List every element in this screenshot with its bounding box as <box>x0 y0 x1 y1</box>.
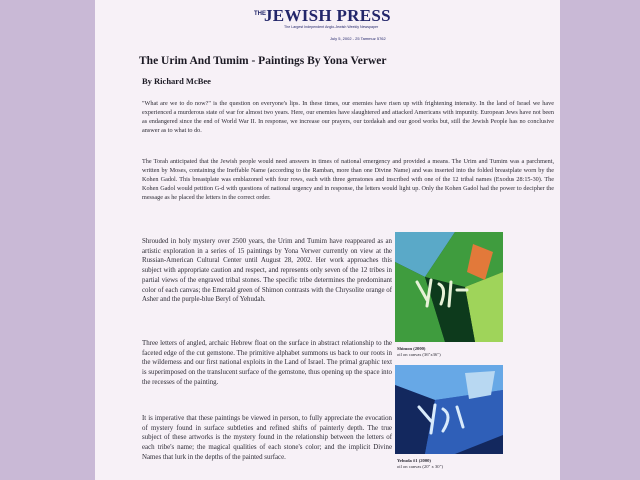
newspaper-page <box>95 0 560 480</box>
article-paragraph: Shrouded in holy mystery over 2500 years, the Urim and Tumim have reappeared as an artistic exploration in a series of 15 paintings by Yona Verwer currently on view at the Russian-American Cultural Center until August 28, 2002. Her work approaches this subject with appropriate caution and respect, and represents only seven of the 12 tribes in partial views of the engraved tribal stones. The specific tribe determines the predominant color of each canvas; the Emerald green of Shimon contrasts with the Chrysolite orange of Asher and the purple-blue Beryl of Yehudah. <box>142 238 392 304</box>
painting-caption-detail: oil on canvas (20" x 30") <box>397 463 443 469</box>
painting-yehuda-image <box>395 365 503 454</box>
painting-caption-detail: oil on canvas (36"x36") <box>397 351 441 357</box>
masthead <box>230 6 460 41</box>
painting-caption <box>397 458 443 470</box>
article-paragraph: The Torah anticipated that the Jewish people would need answers in times of national emergency and provided a means. The Urim and Tumim was a parchment, written by Moses, containing the Ineffable Name (according to the Ramban, more than one Divine Name) and was inserted into the folded breastplate worn by the Kohen Gadol. This breastplate was emblazoned with four rows, each with three gemstones and inscribed with one of the 12 tribal names (Exodus 28:15-30). The Kohen Gadol would petition G-d with questions of national urgency and in response, the letters would light up. Only the Kohen Gadol had the power to decipher the message as he placed the letters in the correct order. <box>142 158 554 201</box>
article-title: The Urim And Tumim - Paintings By Yona Verwer <box>139 55 387 67</box>
article-byline: By Richard McBee <box>142 76 211 86</box>
masthead-the: THE <box>254 11 266 17</box>
painting-caption <box>397 346 441 358</box>
article-paragraph: Three letters of angled, archaic Hebrew float on the surface in abstract relationship to the faceted edge of the cut gemstone. The primitive alphabet summons us back to our roots in the wilderness and our first national exploits in the Land of Israel. The primal graphic text is superimposed on the translucent surface of the gemstone, thus opening up the space into the recesses of the painting. <box>142 340 392 386</box>
painting-caption-title: Yehuda #1 (2000) <box>397 458 431 463</box>
masthead-tagline: The Largest Independent Anglo-Jewish Weekly Newspaper <box>284 25 379 29</box>
masthead-title: JEWISH PRESS <box>264 6 391 25</box>
painting-caption-title: Shimon (2000) <box>397 346 426 351</box>
painting-facet <box>465 371 495 399</box>
masthead-date: July 5, 2002 - 25 Tammuz 5762 <box>330 36 386 41</box>
painting-shimon-image <box>395 232 503 342</box>
article-paragraph: "What are we to do now?" is the question on everyone's lips. In these times, our enemies have risen up with frightening intensity. In the land of Israel we have experienced a murderous state of war for almost two years. Here, our enemies have slaughtered and attacked Americans with impunity. European Jews have not been as endangered since the end of World War II. In response, we increase our prayers, our tzedakah and our good works but, still the Jewish People has no conclusive answer as to what to do. <box>142 100 554 134</box>
article-paragraph: It is imperative that these paintings be viewed in person, to fully appreciate the evocation of mystery found in surface subtleties and refined shifts of painterly depth. The true subject of these artworks is the mystery found in the relationship between the letters of each tribe's name; the magical qualities of each stone's color; and the implicit Divine Names that lurk in the depths of the painted surface. <box>142 415 392 461</box>
